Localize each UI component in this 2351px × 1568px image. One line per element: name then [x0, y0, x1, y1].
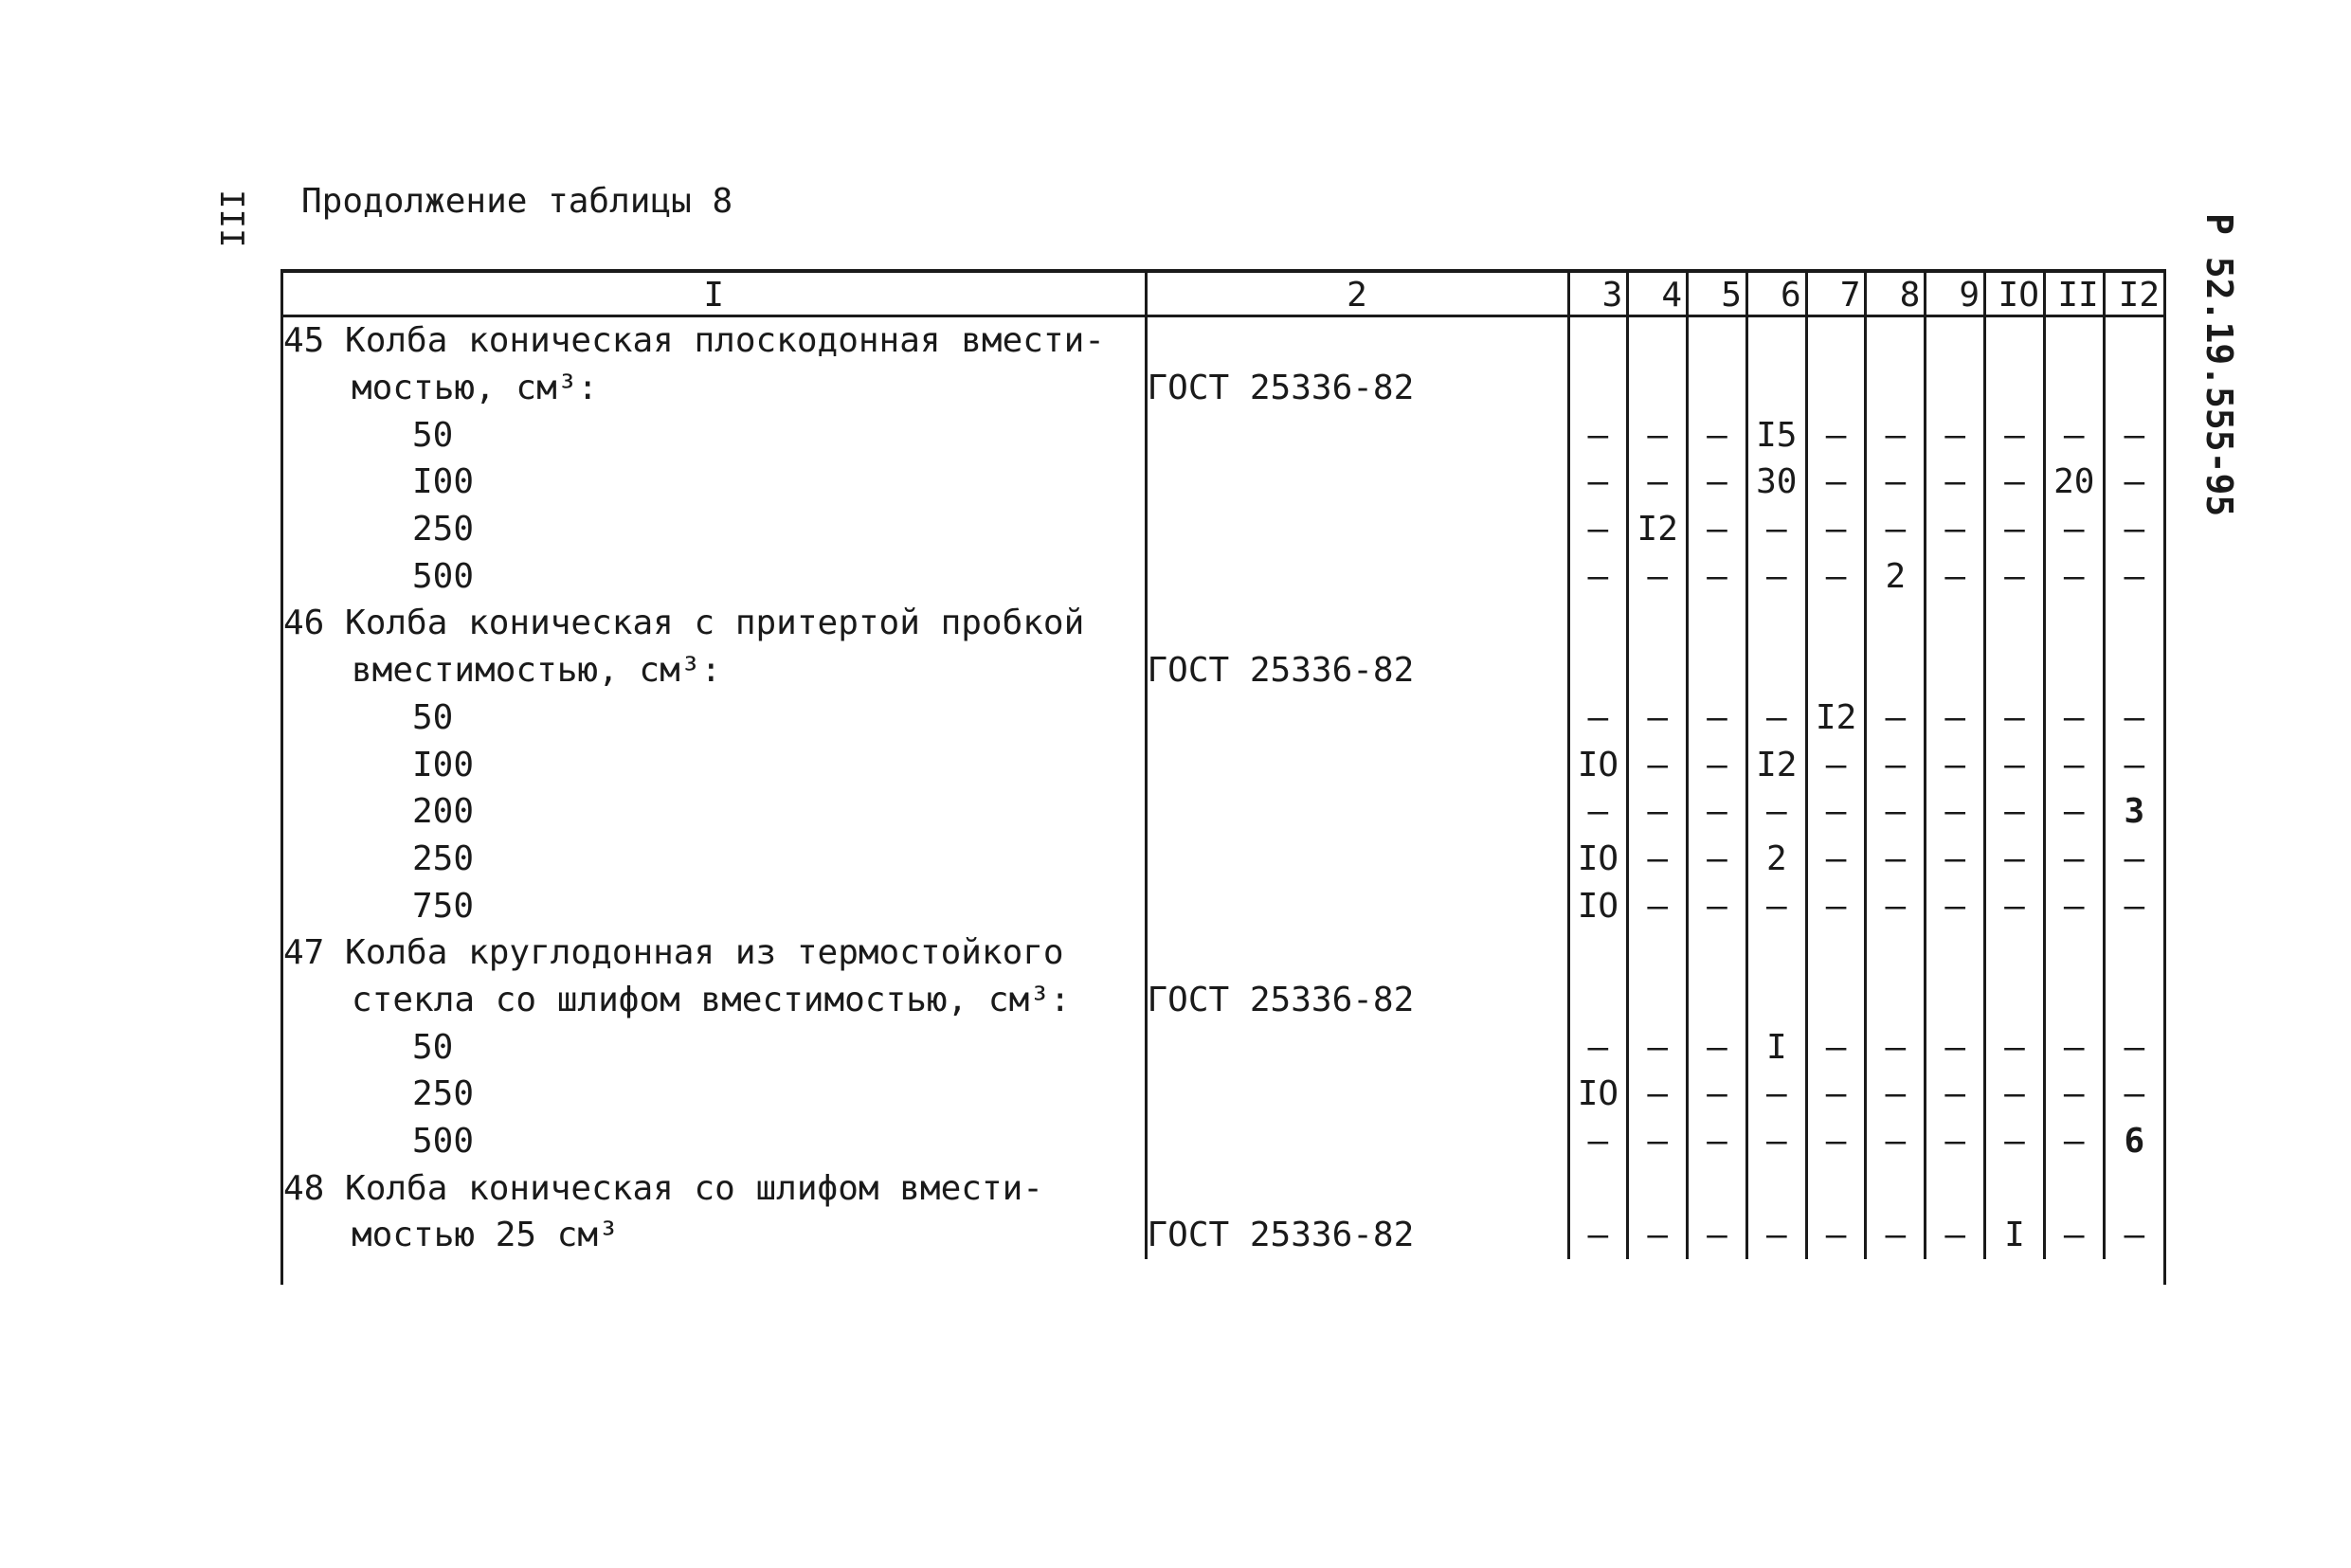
- item-name-cell: 200: [283, 788, 1146, 836]
- column-header-5: 5: [1688, 273, 1747, 316]
- quantity-cell-col-7: –: [1806, 788, 1866, 836]
- quantity-cell-col-8: –: [1866, 1212, 1926, 1259]
- column-header-11: II: [2044, 273, 2104, 316]
- quantity-cell-col-11: –: [2044, 836, 2104, 883]
- quantity-cell-col-3: –: [1568, 788, 1628, 836]
- table-row: [283, 552, 2163, 600]
- quantity-cell-col-9: –: [1926, 694, 1985, 742]
- quantity-cell-col-12: –: [2124, 1074, 2145, 1114]
- standard-cell: [1146, 316, 1568, 365]
- quantity-cell-col-11: [2044, 365, 2104, 412]
- quantity-cell-col-8: –: [1866, 1071, 1926, 1118]
- quantity-cell-col-8: –: [1866, 788, 1926, 836]
- table-row: [283, 882, 2163, 929]
- item-name-cell: 250: [283, 1071, 1146, 1118]
- table-row: [283, 929, 2163, 977]
- item-name-cell: 250: [283, 506, 1146, 553]
- item-name-cell: 500: [283, 552, 1146, 600]
- quantity-cell-col-6: –: [1746, 506, 1806, 553]
- quantity-cell-col-8: [1866, 1164, 1926, 1212]
- quantity-cell-col-4: –: [1628, 882, 1688, 929]
- table-row: [283, 411, 2163, 459]
- quantity-cell-col-7: –: [1806, 1212, 1866, 1259]
- quantity-cell-col-12: [2104, 977, 2163, 1024]
- quantity-cell-col-8: –: [1866, 836, 1926, 883]
- quantity-cell-col-9: –: [1926, 836, 1985, 883]
- quantity-cell-col-3: IO: [1568, 741, 1628, 788]
- quantity-cell-col-6: –: [1746, 1071, 1806, 1118]
- column-header-7: 7: [1806, 273, 1866, 316]
- table-row: [283, 1118, 2163, 1165]
- column-header-3: 3: [1568, 273, 1628, 316]
- quantity-cell-col-7: [1806, 929, 1866, 977]
- table-row: [283, 1023, 2163, 1071]
- quantity-cell-col-3: [1568, 929, 1628, 977]
- quantity-cell-col-5: –: [1688, 1212, 1747, 1259]
- quantity-cell-col-8: [1866, 647, 1926, 694]
- quantity-cell-col-5: –: [1688, 1118, 1747, 1165]
- quantity-cell-col-12: [2104, 647, 2163, 694]
- quantity-cell-col-9: –: [1926, 459, 1985, 506]
- quantity-cell-col-8: [1866, 977, 1926, 1024]
- quantity-cell-col-3: [1568, 600, 1628, 647]
- quantity-cell-col-11: –: [2044, 1212, 2104, 1259]
- quantity-cell-col-8: [1866, 600, 1926, 647]
- quantity-cell-col-3: –: [1568, 506, 1628, 553]
- quantity-cell-col-3: IO: [1568, 836, 1628, 883]
- quantity-cell-col-3: [1568, 977, 1628, 1024]
- quantity-cell-col-8: [1866, 316, 1926, 365]
- quantity-cell-col-7: –: [1806, 741, 1866, 788]
- quantity-cell-col-7: –: [1806, 1023, 1866, 1071]
- equipment-table: [283, 273, 2163, 1259]
- quantity-cell-col-5: [1688, 1164, 1747, 1212]
- quantity-cell-col-6: –: [1746, 1212, 1806, 1259]
- quantity-cell-col-9: [1926, 600, 1985, 647]
- item-name-cell: 50: [283, 694, 1146, 742]
- quantity-cell-col-5: –: [1688, 411, 1747, 459]
- quantity-cell-col-4: –: [1628, 1212, 1688, 1259]
- quantity-cell-col-7: –: [1806, 459, 1866, 506]
- quantity-cell-col-6: [1746, 929, 1806, 977]
- quantity-cell-col-11: –: [2044, 1023, 2104, 1071]
- quantity-cell-col-6: [1746, 316, 1806, 365]
- quantity-cell-col-11: –: [2044, 694, 2104, 742]
- quantity-cell-col-12: –: [2124, 1216, 2145, 1255]
- quantity-cell-col-7: –: [1806, 1071, 1866, 1118]
- quantity-cell-col-3: –: [1568, 459, 1628, 506]
- quantity-cell-col-7: [1806, 977, 1866, 1024]
- document-code: Р 52.19.555-95: [2198, 213, 2240, 517]
- standard-cell: ГОСТ 25336-82: [1146, 365, 1568, 412]
- item-name-cell: 48 Колба коническая со шлифом вмести-: [283, 1164, 1146, 1212]
- quantity-cell-col-8: –: [1866, 882, 1926, 929]
- quantity-cell-col-4: –: [1628, 411, 1688, 459]
- quantity-cell-col-11: [2044, 316, 2104, 365]
- quantity-cell-col-9: [1926, 1164, 1985, 1212]
- table-row: [283, 506, 2163, 553]
- standard-cell: [1146, 836, 1568, 883]
- quantity-cell-col-11: [2044, 600, 2104, 647]
- quantity-cell-col-11: [2044, 977, 2104, 1024]
- quantity-cell-col-10: –: [1985, 411, 2045, 459]
- quantity-cell-col-12: –: [2124, 462, 2145, 502]
- quantity-cell-col-5: [1688, 365, 1747, 412]
- quantity-cell-col-7: –: [1806, 411, 1866, 459]
- quantity-cell-col-12: –: [2124, 886, 2145, 926]
- table-row: [283, 1071, 2163, 1118]
- quantity-cell-col-12: –: [2124, 838, 2145, 878]
- quantity-cell-col-6: I: [1746, 1023, 1806, 1071]
- quantity-cell-col-4: –: [1628, 1071, 1688, 1118]
- quantity-cell-col-10: –: [1985, 459, 2045, 506]
- quantity-cell-col-9: [1926, 647, 1985, 694]
- quantity-cell-col-10: –: [1985, 1071, 2045, 1118]
- column-header-12: I2: [2104, 273, 2163, 316]
- quantity-cell-col-9: –: [1926, 506, 1985, 553]
- quantity-cell-col-10: [1985, 1164, 2045, 1212]
- quantity-cell-col-8: [1866, 365, 1926, 412]
- quantity-cell-col-9: –: [1926, 1023, 1985, 1071]
- quantity-cell-col-8: –: [1866, 506, 1926, 553]
- quantity-cell-col-12: –: [2124, 415, 2145, 455]
- quantity-cell-col-7: –: [1806, 882, 1866, 929]
- quantity-cell-col-10: –: [1985, 506, 2045, 553]
- quantity-cell-col-9: –: [1926, 882, 1985, 929]
- quantity-cell-col-8: –: [1866, 1118, 1926, 1165]
- table-row: [283, 365, 2163, 412]
- page-number: III: [212, 189, 250, 248]
- item-name-cell: 50: [283, 411, 1146, 459]
- quantity-cell-col-8: –: [1866, 459, 1926, 506]
- standard-cell: [1146, 411, 1568, 459]
- quantity-cell-col-3: IO: [1568, 1071, 1628, 1118]
- item-name-cell: 47 Колба круглодонная из термостойкого: [283, 929, 1146, 977]
- quantity-cell-col-12: 3: [2124, 792, 2145, 832]
- quantity-cell-col-11: –: [2044, 741, 2104, 788]
- quantity-cell-col-10: I: [1985, 1212, 2045, 1259]
- table-caption: Продолжение таблицы 8: [301, 182, 733, 221]
- quantity-cell-col-5: –: [1688, 788, 1747, 836]
- quantity-cell-col-4: I2: [1628, 506, 1688, 553]
- quantity-cell-col-7: [1806, 365, 1866, 412]
- quantity-cell-col-9: –: [1926, 741, 1985, 788]
- quantity-cell-col-3: –: [1568, 411, 1628, 459]
- quantity-cell-col-10: [1985, 929, 2045, 977]
- quantity-cell-col-9: [1926, 316, 1985, 365]
- column-header-9: 9: [1926, 273, 1985, 316]
- quantity-cell-col-4: –: [1628, 741, 1688, 788]
- standard-cell: ГОСТ 25336-82: [1146, 1212, 1568, 1259]
- quantity-cell-col-10: –: [1985, 836, 2045, 883]
- table-header-row: [283, 273, 2163, 316]
- standard-cell: ГОСТ 25336-82: [1146, 647, 1568, 694]
- item-name-cell: 500: [283, 1118, 1146, 1165]
- table-row: [283, 741, 2163, 788]
- quantity-cell-col-7: [1806, 316, 1866, 365]
- quantity-cell-col-10: [1985, 365, 2045, 412]
- item-name-cell: 45 Колба коническая плоскодонная вмести-: [283, 316, 1146, 365]
- standard-cell: [1146, 600, 1568, 647]
- quantity-cell-col-12: [2104, 316, 2163, 365]
- quantity-cell-col-6: I2: [1746, 741, 1806, 788]
- quantity-cell-col-12: [2104, 365, 2163, 412]
- quantity-cell-col-12: [2104, 929, 2163, 977]
- standard-cell: [1146, 1023, 1568, 1071]
- quantity-cell-col-5: –: [1688, 506, 1747, 553]
- quantity-cell-col-3: [1568, 365, 1628, 412]
- quantity-cell-col-12: [2104, 1164, 2163, 1212]
- quantity-cell-col-5: [1688, 977, 1747, 1024]
- quantity-cell-col-11: [2044, 647, 2104, 694]
- quantity-cell-col-9: –: [1926, 788, 1985, 836]
- standard-cell: [1146, 741, 1568, 788]
- quantity-cell-col-3: –: [1568, 1118, 1628, 1165]
- quantity-cell-col-4: [1628, 365, 1688, 412]
- item-name-cell: мостью 25 см³: [283, 1212, 1146, 1259]
- quantity-cell-col-6: 30: [1746, 459, 1806, 506]
- quantity-cell-col-6: [1746, 977, 1806, 1024]
- item-name-cell: 46 Колба коническая с притертой пробкой: [283, 600, 1146, 647]
- quantity-cell-col-12: 6: [2124, 1122, 2145, 1162]
- quantity-cell-col-11: –: [2044, 788, 2104, 836]
- table-row: [283, 1212, 2163, 1259]
- standard-cell: [1146, 882, 1568, 929]
- quantity-cell-col-5: –: [1688, 836, 1747, 883]
- standard-cell: [1146, 552, 1568, 600]
- quantity-cell-col-3: IO: [1568, 882, 1628, 929]
- quantity-cell-col-9: –: [1926, 1212, 1985, 1259]
- quantity-cell-col-4: [1628, 600, 1688, 647]
- quantity-cell-col-10: –: [1985, 882, 2045, 929]
- quantity-cell-col-5: [1688, 929, 1747, 977]
- quantity-cell-col-9: –: [1926, 552, 1985, 600]
- quantity-cell-col-9: –: [1926, 1118, 1985, 1165]
- quantity-cell-col-5: –: [1688, 882, 1747, 929]
- quantity-cell-col-4: –: [1628, 552, 1688, 600]
- quantity-cell-col-4: –: [1628, 788, 1688, 836]
- quantity-cell-col-11: –: [2044, 1118, 2104, 1165]
- item-name-cell: 250: [283, 836, 1146, 883]
- quantity-cell-col-6: 2: [1746, 836, 1806, 883]
- quantity-cell-col-8: –: [1866, 411, 1926, 459]
- quantity-cell-col-10: [1985, 977, 2045, 1024]
- item-name-cell: стекла со шлифом вместимостью, см³:: [283, 977, 1146, 1024]
- quantity-cell-col-9: –: [1926, 411, 1985, 459]
- quantity-cell-col-10: [1985, 600, 2045, 647]
- quantity-cell-col-3: [1568, 1164, 1628, 1212]
- column-header-10: IO: [1985, 273, 2045, 316]
- quantity-cell-col-5: –: [1688, 459, 1747, 506]
- quantity-cell-col-10: [1985, 316, 2045, 365]
- quantity-cell-col-7: I2: [1806, 694, 1866, 742]
- standard-cell: [1146, 694, 1568, 742]
- quantity-cell-col-10: –: [1985, 1118, 2045, 1165]
- quantity-cell-col-5: –: [1688, 1023, 1747, 1071]
- quantity-cell-col-10: –: [1985, 1023, 2045, 1071]
- quantity-cell-col-9: [1926, 365, 1985, 412]
- quantity-cell-col-12: –: [2124, 745, 2145, 784]
- column-header-4: 4: [1628, 273, 1688, 316]
- table-row: [283, 316, 2163, 365]
- quantity-cell-col-4: [1628, 647, 1688, 694]
- table-row: [283, 836, 2163, 883]
- quantity-cell-col-8: –: [1866, 694, 1926, 742]
- table-row: [283, 788, 2163, 836]
- quantity-cell-col-6: [1746, 1164, 1806, 1212]
- column-header-6: 6: [1746, 273, 1806, 316]
- quantity-cell-col-5: –: [1688, 694, 1747, 742]
- standard-cell: [1146, 929, 1568, 977]
- table-row: [283, 1164, 2163, 1212]
- quantity-cell-col-7: –: [1806, 1118, 1866, 1165]
- quantity-cell-col-4: [1628, 316, 1688, 365]
- quantity-cell-col-3: [1568, 316, 1628, 365]
- quantity-cell-col-12: –: [2124, 1027, 2145, 1067]
- item-name-cell: вместимостью, см³:: [283, 647, 1146, 694]
- quantity-cell-col-6: [1746, 365, 1806, 412]
- standard-cell: [1146, 506, 1568, 553]
- quantity-cell-col-4: –: [1628, 694, 1688, 742]
- quantity-cell-col-9: [1926, 929, 1985, 977]
- table-row: [283, 647, 2163, 694]
- quantity-cell-col-6: [1746, 600, 1806, 647]
- quantity-cell-col-9: [1926, 977, 1985, 1024]
- quantity-cell-col-8: –: [1866, 741, 1926, 788]
- item-name-cell: 50: [283, 1023, 1146, 1071]
- quantity-cell-col-3: –: [1568, 1212, 1628, 1259]
- standard-cell: [1146, 1164, 1568, 1212]
- quantity-cell-col-11: –: [2044, 552, 2104, 600]
- quantity-cell-col-6: –: [1746, 552, 1806, 600]
- quantity-cell-col-5: [1688, 647, 1747, 694]
- quantity-cell-col-8: –: [1866, 1023, 1926, 1071]
- standard-cell: ГОСТ 25336-82: [1146, 977, 1568, 1024]
- table-row: [283, 694, 2163, 742]
- item-name-cell: 750: [283, 882, 1146, 929]
- column-header-2: 2: [1146, 273, 1568, 316]
- quantity-cell-col-4: [1628, 929, 1688, 977]
- item-name-cell: I00: [283, 741, 1146, 788]
- quantity-cell-col-6: –: [1746, 1118, 1806, 1165]
- table-row: [283, 977, 2163, 1024]
- quantity-cell-col-3: [1568, 647, 1628, 694]
- quantity-cell-col-11: [2044, 929, 2104, 977]
- quantity-cell-col-4: –: [1628, 459, 1688, 506]
- table-row: [283, 600, 2163, 647]
- quantity-cell-col-4: [1628, 977, 1688, 1024]
- quantity-cell-col-11: –: [2044, 411, 2104, 459]
- quantity-cell-col-7: –: [1806, 836, 1866, 883]
- quantity-cell-col-10: [1985, 647, 2045, 694]
- quantity-cell-col-4: –: [1628, 1118, 1688, 1165]
- quantity-cell-col-7: [1806, 647, 1866, 694]
- quantity-cell-col-8: 2: [1866, 552, 1926, 600]
- quantity-cell-col-12: –: [2124, 556, 2145, 596]
- quantity-cell-col-7: [1806, 1164, 1866, 1212]
- quantity-cell-col-3: –: [1568, 1023, 1628, 1071]
- quantity-cell-col-8: [1866, 929, 1926, 977]
- quantity-cell-col-5: –: [1688, 741, 1747, 788]
- quantity-cell-col-4: [1628, 1164, 1688, 1212]
- quantity-cell-col-12: –: [2124, 510, 2145, 550]
- quantity-cell-col-7: [1806, 600, 1866, 647]
- quantity-cell-col-11: 20: [2044, 459, 2104, 506]
- item-name-cell: мостью, см³:: [283, 365, 1146, 412]
- quantity-cell-col-3: –: [1568, 552, 1628, 600]
- quantity-cell-col-11: –: [2044, 882, 2104, 929]
- quantity-cell-col-9: –: [1926, 1071, 1985, 1118]
- quantity-cell-col-4: –: [1628, 836, 1688, 883]
- quantity-cell-col-10: –: [1985, 552, 2045, 600]
- column-header-1: I: [283, 273, 1146, 316]
- item-name-cell: I00: [283, 459, 1146, 506]
- table-container: [280, 269, 2166, 1285]
- table-row: [283, 459, 2163, 506]
- quantity-cell-col-5: –: [1688, 1071, 1747, 1118]
- quantity-cell-col-6: –: [1746, 694, 1806, 742]
- quantity-cell-col-10: –: [1985, 741, 2045, 788]
- quantity-cell-col-3: –: [1568, 694, 1628, 742]
- quantity-cell-col-11: –: [2044, 1071, 2104, 1118]
- quantity-cell-col-7: –: [1806, 552, 1866, 600]
- standard-cell: [1146, 1118, 1568, 1165]
- quantity-cell-col-11: –: [2044, 506, 2104, 553]
- quantity-cell-col-10: –: [1985, 694, 2045, 742]
- quantity-cell-col-5: [1688, 600, 1747, 647]
- quantity-cell-col-5: –: [1688, 552, 1747, 600]
- quantity-cell-col-7: –: [1806, 506, 1866, 553]
- quantity-cell-col-6: [1746, 647, 1806, 694]
- quantity-cell-col-6: I5: [1746, 411, 1806, 459]
- quantity-cell-col-10: –: [1985, 788, 2045, 836]
- standard-cell: [1146, 788, 1568, 836]
- standard-cell: [1146, 459, 1568, 506]
- quantity-cell-col-5: [1688, 316, 1747, 365]
- quantity-cell-col-12: [2104, 600, 2163, 647]
- quantity-cell-col-4: –: [1628, 1023, 1688, 1071]
- quantity-cell-col-11: [2044, 1164, 2104, 1212]
- table-body: [283, 316, 2163, 1259]
- quantity-cell-col-6: –: [1746, 788, 1806, 836]
- column-header-8: 8: [1866, 273, 1926, 316]
- quantity-cell-col-12: –: [2124, 697, 2145, 737]
- quantity-cell-col-6: –: [1746, 882, 1806, 929]
- standard-cell: [1146, 1071, 1568, 1118]
